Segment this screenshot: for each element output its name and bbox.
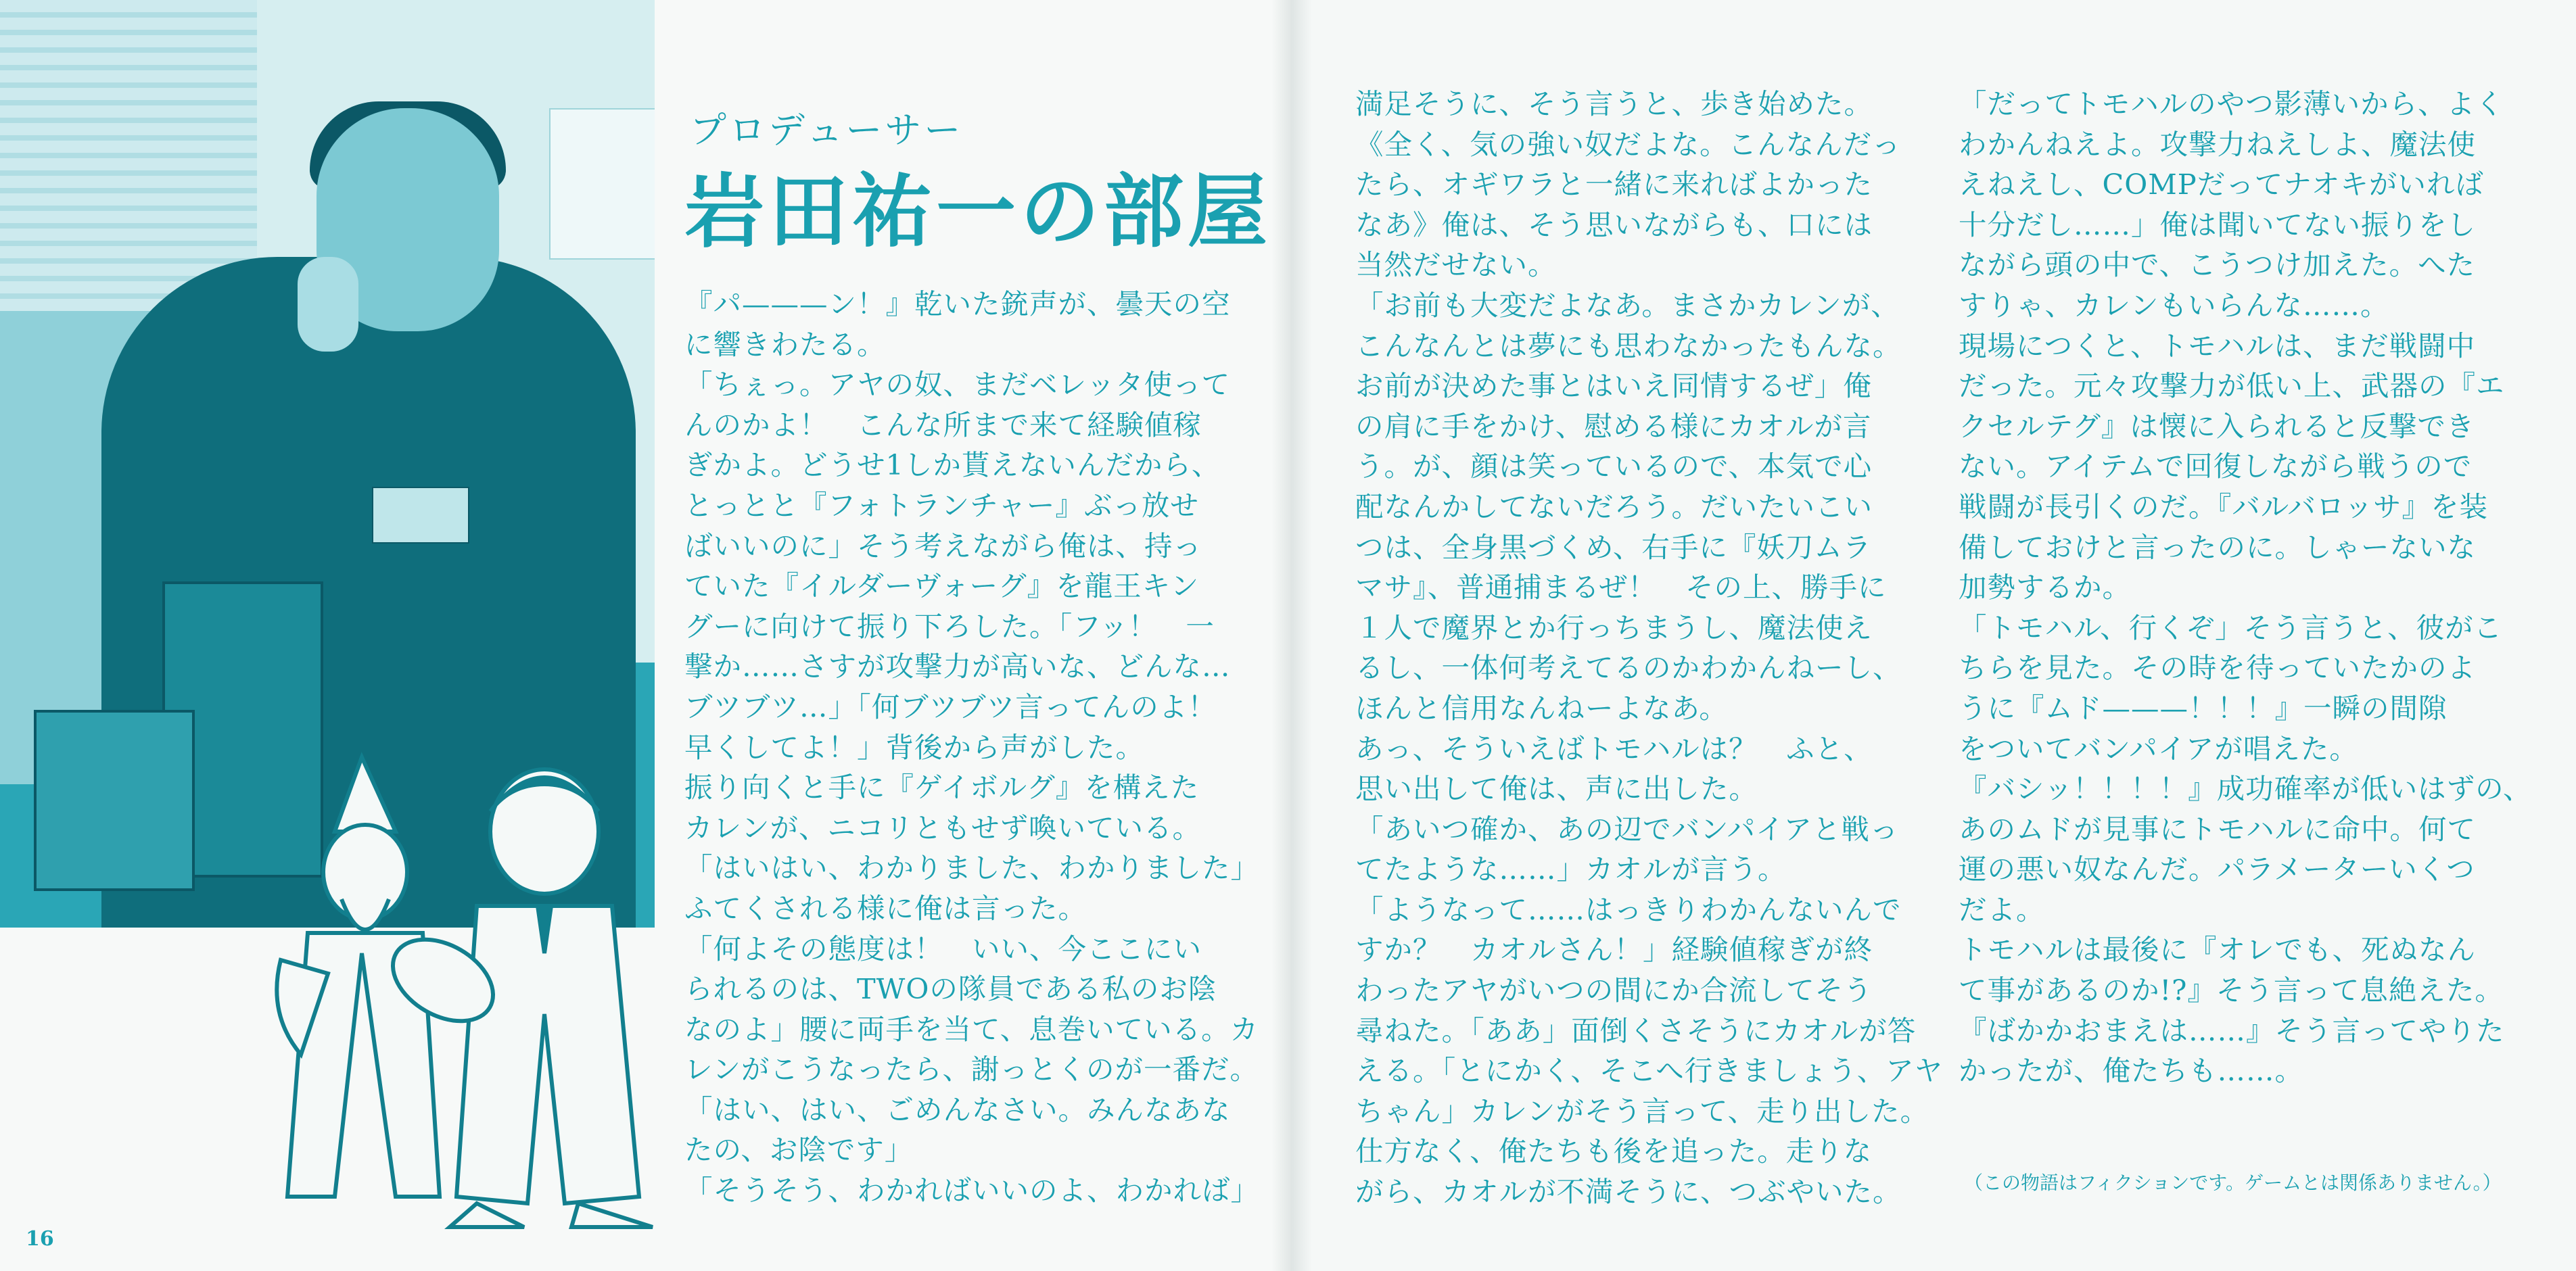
- story-line: 「あいつ確か、あの辺でバンパイアと戦っ: [1355, 812, 1899, 846]
- story-line: なのよ」腰に両手を当て、息巻いている。カ: [684, 1012, 1259, 1046]
- story-line: 《全く、気の強い奴だよな。こんなんだっ: [1355, 127, 1901, 161]
- story-line: 『バシッ！！！！』成功確率が低いはずの、: [1959, 772, 2532, 806]
- story-line: 振り向くと手に『ゲイボルグ』を構えた: [684, 771, 1200, 805]
- fiction-disclaimer: （この物語はフィクションです。ゲームとは関係ありません。）: [1964, 1172, 2502, 1194]
- story-line: マサ』、普通捕まるぜ！ その上、勝手に: [1355, 571, 1887, 604]
- story-line: う。が、顔は笑っているので、本気で心: [1355, 450, 1873, 483]
- story-line: わったアヤがいつの間にか合流してそう: [1355, 974, 1873, 1007]
- story-line: えねえし、COMPだってナオキがいれば: [1959, 168, 2484, 201]
- story-line: 備しておけと言ったのに。しゃーないな: [1959, 530, 2477, 564]
- story-line: お前が決めた事とはいえ同情するぜ」俺: [1355, 369, 1872, 403]
- page-title: 岩田祐一の部屋: [684, 164, 1272, 258]
- story-line: 運の悪い奴なんだ。パラメーターいくつ: [1959, 853, 2475, 886]
- story-line: をついてバンパイアが唱えた。: [1959, 732, 2358, 765]
- story-line: 撃か……さすが攻撃力が高いな、どんな…: [684, 650, 1231, 684]
- story-line: 「何よその態度は！ いい、今ここにい: [684, 932, 1202, 965]
- story-line: 『ばかかおまえは……』そう言ってやりた: [1959, 1013, 2505, 1047]
- story-line: 「だってトモハルのやつ影薄いから、よく: [1959, 87, 2504, 120]
- story-line: かったが、俺たちも……。: [1959, 1054, 2304, 1088]
- story-line: 「はい、はい、ごめんなさい。みんなあな: [684, 1093, 1231, 1126]
- story-line: に響きわたる。: [684, 327, 886, 361]
- story-line: ほんと信用なんねーよなあ。: [1355, 691, 1728, 725]
- story-line: 当然だせない。: [1355, 248, 1557, 282]
- story-line: がら、カオルが不満そうに、つぶやいた。: [1355, 1175, 1902, 1209]
- story-line: の肩に手をかけ、慰める様にカオルが言: [1355, 409, 1872, 443]
- story-line: 早くしてよ！」背後から声がした。: [684, 730, 1145, 764]
- story-line: ぎかよ。どうせ1しか貰えないんだから、: [684, 448, 1221, 482]
- story-line: 仕方なく、俺たちも後を追った。走りな: [1355, 1134, 1873, 1168]
- story-line: すりゃ、カレンもいらんな……。: [1959, 288, 2389, 322]
- story-line: つは、全身黒づくめ、右手に『妖刀ムラ: [1355, 530, 1872, 564]
- story-line: たの、お陰です」: [684, 1133, 914, 1167]
- story-line: 加勢するか。: [1959, 571, 2132, 604]
- name-badge: [372, 487, 469, 544]
- story-line: なあ》俺は、そう思いながらも、口には: [1355, 208, 1873, 241]
- story-line: ばいいのに」そう考えながら俺は、持っ: [684, 529, 1202, 562]
- story-line: 尋ねた。「ああ」面倒くさそうにカオルが答: [1355, 1013, 1917, 1047]
- story-line: 戦闘が長引くのだ。『バルバロッサ』を装: [1959, 489, 2489, 523]
- story-line: たら、オギワラと一緒に来ればよかった: [1355, 168, 1873, 201]
- story-line: あっ、そういえばトモハルは？ ふと、: [1355, 732, 1873, 765]
- story-column-1: [684, 284, 1259, 1211]
- story-line: んのかよ！ こんな所まで来て経験値稼: [684, 408, 1202, 441]
- story-line: られるのは、TWOの隊員である私のお陰: [684, 972, 1217, 1006]
- page-gutter: [1271, 0, 1312, 1271]
- story-line: ちらを見た。その時を待っていたかのよ: [1959, 651, 2477, 685]
- story-line: 「はいはい、わかりました、わかりました」: [684, 851, 1260, 885]
- story-line: グーに向けて振り下ろした。「フッ！ 一: [684, 609, 1215, 643]
- page-number: 16: [26, 1227, 54, 1251]
- story-line: 『パ———ン！』乾いた銃声が、曇天の空: [684, 287, 1231, 320]
- story-line: 「お前も大変だよなあ。まさかカレンが、: [1355, 288, 1900, 322]
- story-line: るし、一体何考えてるのかわかんねーし、: [1355, 651, 1902, 685]
- story-line: 思い出して俺は、声に出した。: [1355, 772, 1758, 806]
- story-line: える。「とにかく、そこへ行きましょう、アヤ: [1355, 1054, 1944, 1088]
- story-line: 「ちぇっ。アヤの奴、まだベレッタ使って: [684, 368, 1231, 402]
- story-line: うに『ムド———！！！』一瞬の間隙: [1959, 691, 2448, 725]
- story-column-3: [1959, 84, 2532, 1091]
- pointing-hand: [298, 257, 358, 352]
- story-line: カレンが、ニコリともせず喚いている。: [684, 811, 1201, 844]
- game-box-small: [34, 710, 195, 891]
- story-line: わかんねえよ。攻撃力ねえしよ、魔法使: [1959, 127, 2477, 161]
- cartoon-svg: [260, 730, 680, 1230]
- story-line: ていた『イルダーヴォーグ』を龍王キン: [684, 569, 1200, 603]
- story-line: ない。アイテムで回復しながら戦うので: [1959, 450, 2473, 483]
- page-subtitle: プロデューサー: [690, 109, 964, 151]
- story-line: とっとと『フォトランチャー』ぶっ放せ: [684, 488, 1199, 522]
- story-line: 「トモハル、行くぞ」そう言うと、彼がこ: [1959, 610, 2503, 644]
- story-line: あのムドが見事にトモハルに命中。何て: [1959, 812, 2477, 846]
- story-line: て事があるのか!?』そう言って息絶えた。: [1959, 974, 2504, 1007]
- wall-calendar: [549, 108, 655, 260]
- story-line: 「ようなって……はっきりわかんないんで: [1355, 892, 1902, 926]
- story-line: てたような……」カオルが言う。: [1355, 853, 1787, 886]
- story-line: ちゃん」カレンがそう言って、走り出した。: [1355, 1094, 1929, 1128]
- cartoon-characters-illustration: [260, 730, 680, 1230]
- story-line: 現場につくと、トモハルは、まだ戦闘中: [1959, 329, 2476, 362]
- story-line: クセルテグ』は懐に入られると反撃でき: [1959, 409, 2475, 443]
- story-line: トモハルは最後に『オレでも、死ぬなん: [1959, 933, 2477, 967]
- story-line: １人で魔界とか行っちまうし、魔法使え: [1355, 610, 1873, 644]
- story-line: だった。元々攻撃力が低い上、武器の『エ: [1959, 369, 2505, 403]
- story-line: 配なんかしてないだろう。だいたいこい: [1355, 489, 1873, 523]
- story-line: 「そうそう、わかればいいのよ、わかれば」: [684, 1174, 1260, 1207]
- story-line: レンがこうなったら、謝っとくのが一番だ。: [684, 1053, 1259, 1086]
- story-line: ながら頭の中で、こうつけ加えた。へた: [1959, 248, 2476, 282]
- story-line: だよ。: [1959, 892, 2045, 926]
- story-line: ふてくされる様に俺は言った。: [684, 891, 1087, 925]
- story-column-2: [1355, 84, 1943, 1212]
- story-line: すか？ カオルさん！」経験値稼ぎが終: [1355, 933, 1873, 967]
- story-line: 十分だし……」俺は聞いてない振りをし: [1959, 208, 2477, 241]
- story-line: 満足そうに、そう言うと、歩き始めた。: [1355, 87, 1873, 120]
- story-line: こんなんとは夢にも思わなかったもんな。: [1355, 329, 1902, 362]
- story-line: ブツブツ…」「何ブツブツ言ってんのよ！: [684, 690, 1217, 723]
